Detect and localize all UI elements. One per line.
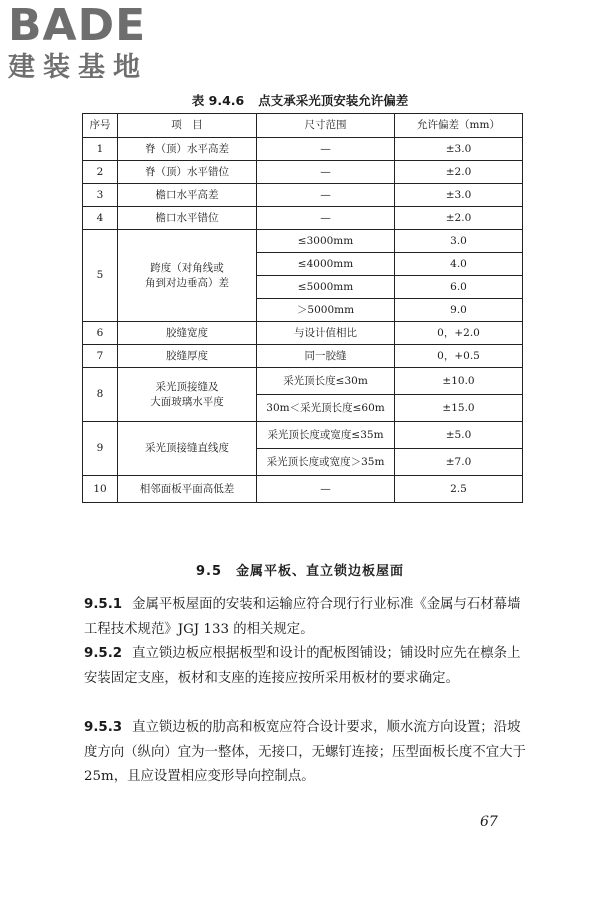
table-row — [83, 368, 523, 395]
row-range: 与设计值相比 — [257, 322, 395, 345]
row-tolerance: 6.0 — [395, 276, 523, 299]
row-item: 檐口水平错位 — [118, 207, 257, 230]
row-item: 胶缝宽度 — [118, 322, 257, 345]
row-item-line: 大面玻璃水平度 — [150, 395, 224, 408]
table-row — [83, 322, 523, 345]
table-row — [83, 422, 523, 449]
row-tolerance: ±3.0 — [395, 138, 523, 161]
row-range: — — [257, 184, 395, 207]
clause-paragraph — [84, 593, 528, 642]
row-range: 同一胶缝 — [257, 345, 395, 368]
page-number: 67 — [480, 814, 498, 830]
row-range: ≤4000mm — [257, 253, 395, 276]
section-heading — [0, 560, 600, 579]
table-caption — [0, 91, 600, 109]
row-no: 10 — [83, 476, 118, 503]
clause-paragraph — [84, 716, 528, 790]
clause-text: 直立锁边板应根据板型和设计的配板图铺设；铺设时应先在檩条上安装固定支座，板材和支座的连接应按所采用板材的要求确定。 — [84, 646, 521, 686]
row-range: ＞5000mm — [257, 299, 395, 322]
section-number: 9.5 — [195, 564, 222, 579]
row-tolerance: ±5.0 — [395, 422, 523, 449]
table-row — [83, 476, 523, 503]
row-range: — — [257, 161, 395, 184]
row-range: 采光顶长度≤30m — [257, 368, 395, 395]
header-item: 项 目 — [118, 114, 257, 138]
row-no: 8 — [83, 368, 118, 422]
row-range: 采光顶长度或宽度＞35m — [257, 449, 395, 476]
row-tolerance: ±2.0 — [395, 161, 523, 184]
row-tolerance: 3.0 — [395, 230, 523, 253]
watermark-logo — [8, 0, 178, 86]
logo-brand: BADE — [8, 0, 147, 51]
table-row — [83, 345, 523, 368]
row-tolerance: ±3.0 — [395, 184, 523, 207]
row-range: ≤3000mm — [257, 230, 395, 253]
row-item-line: 跨度（对角线或 — [150, 261, 224, 274]
row-tolerance: 4.0 — [395, 253, 523, 276]
row-item — [118, 230, 257, 322]
table-header-row — [83, 114, 523, 138]
clause-paragraph — [84, 642, 528, 691]
row-no: 5 — [83, 230, 118, 322]
row-range: — — [257, 207, 395, 230]
table-row — [83, 161, 523, 184]
row-item: 脊（顶）水平高差 — [118, 138, 257, 161]
clause-number: 9.5.1 — [84, 597, 123, 612]
table-row — [83, 207, 523, 230]
row-tolerance: 0，+2.0 — [395, 322, 523, 345]
row-range: 采光顶长度或宽度≤35m — [257, 422, 395, 449]
table-row — [83, 184, 523, 207]
table-row — [83, 138, 523, 161]
row-range: — — [257, 138, 395, 161]
row-range: ≤5000mm — [257, 276, 395, 299]
row-tolerance: ±2.0 — [395, 207, 523, 230]
row-tolerance: 9.0 — [395, 299, 523, 322]
row-item: 采光顶接缝直线度 — [118, 422, 257, 476]
row-item — [118, 368, 257, 422]
table-number: 表 9.4.6 — [191, 93, 245, 108]
table-row — [83, 230, 523, 253]
row-no: 9 — [83, 422, 118, 476]
clause-number: 9.5.2 — [84, 646, 123, 661]
tolerance-table — [82, 113, 523, 503]
row-no: 6 — [83, 322, 118, 345]
header-range: 尺寸范围 — [257, 114, 395, 138]
row-no: 4 — [83, 207, 118, 230]
row-item: 檐口水平高差 — [118, 184, 257, 207]
row-no: 1 — [83, 138, 118, 161]
row-tolerance: ±7.0 — [395, 449, 523, 476]
row-no: 7 — [83, 345, 118, 368]
row-item-line: 采光顶接缝及 — [155, 380, 219, 393]
header-tolerance: 允许偏差（mm） — [395, 114, 523, 138]
row-tolerance: 2.5 — [395, 476, 523, 503]
row-tolerance: 0，+0.5 — [395, 345, 523, 368]
row-tolerance: ±10.0 — [395, 368, 523, 395]
row-item: 胶缝厚度 — [118, 345, 257, 368]
row-no: 2 — [83, 161, 118, 184]
row-item-line: 角到对边垂高）差 — [145, 276, 229, 289]
row-item: 相邻面板平面高低差 — [118, 476, 257, 503]
row-range: — — [257, 476, 395, 503]
logo-subtitle: 建装基地 — [8, 52, 148, 83]
table-title: 点支承采光顶安装允许偏差 — [258, 93, 409, 108]
row-tolerance: ±15.0 — [395, 395, 523, 422]
clause-text: 金属平板屋面的安装和运输应符合现行行业标准《金属与石材幕墙工程技术规范》JGJ 133 的相关规定。 — [84, 597, 521, 637]
row-item: 脊（顶）水平错位 — [118, 161, 257, 184]
clause-text: 直立锁边板的肋高和板宽应符合设计要求，顺水流方向设置；沿坡度方向（纵向）宜为一整体，无接口，无螺钉连接；压型面板长度不宜大于 25m，且应设置相应变形导向控制点。 — [84, 720, 526, 784]
row-no: 3 — [83, 184, 118, 207]
clause-number: 9.5.3 — [84, 720, 123, 735]
header-no: 序号 — [83, 114, 118, 138]
row-range: 30m＜采光顶长度≤60m — [257, 395, 395, 422]
section-title: 金属平板、直立锁边板屋面 — [236, 564, 405, 579]
